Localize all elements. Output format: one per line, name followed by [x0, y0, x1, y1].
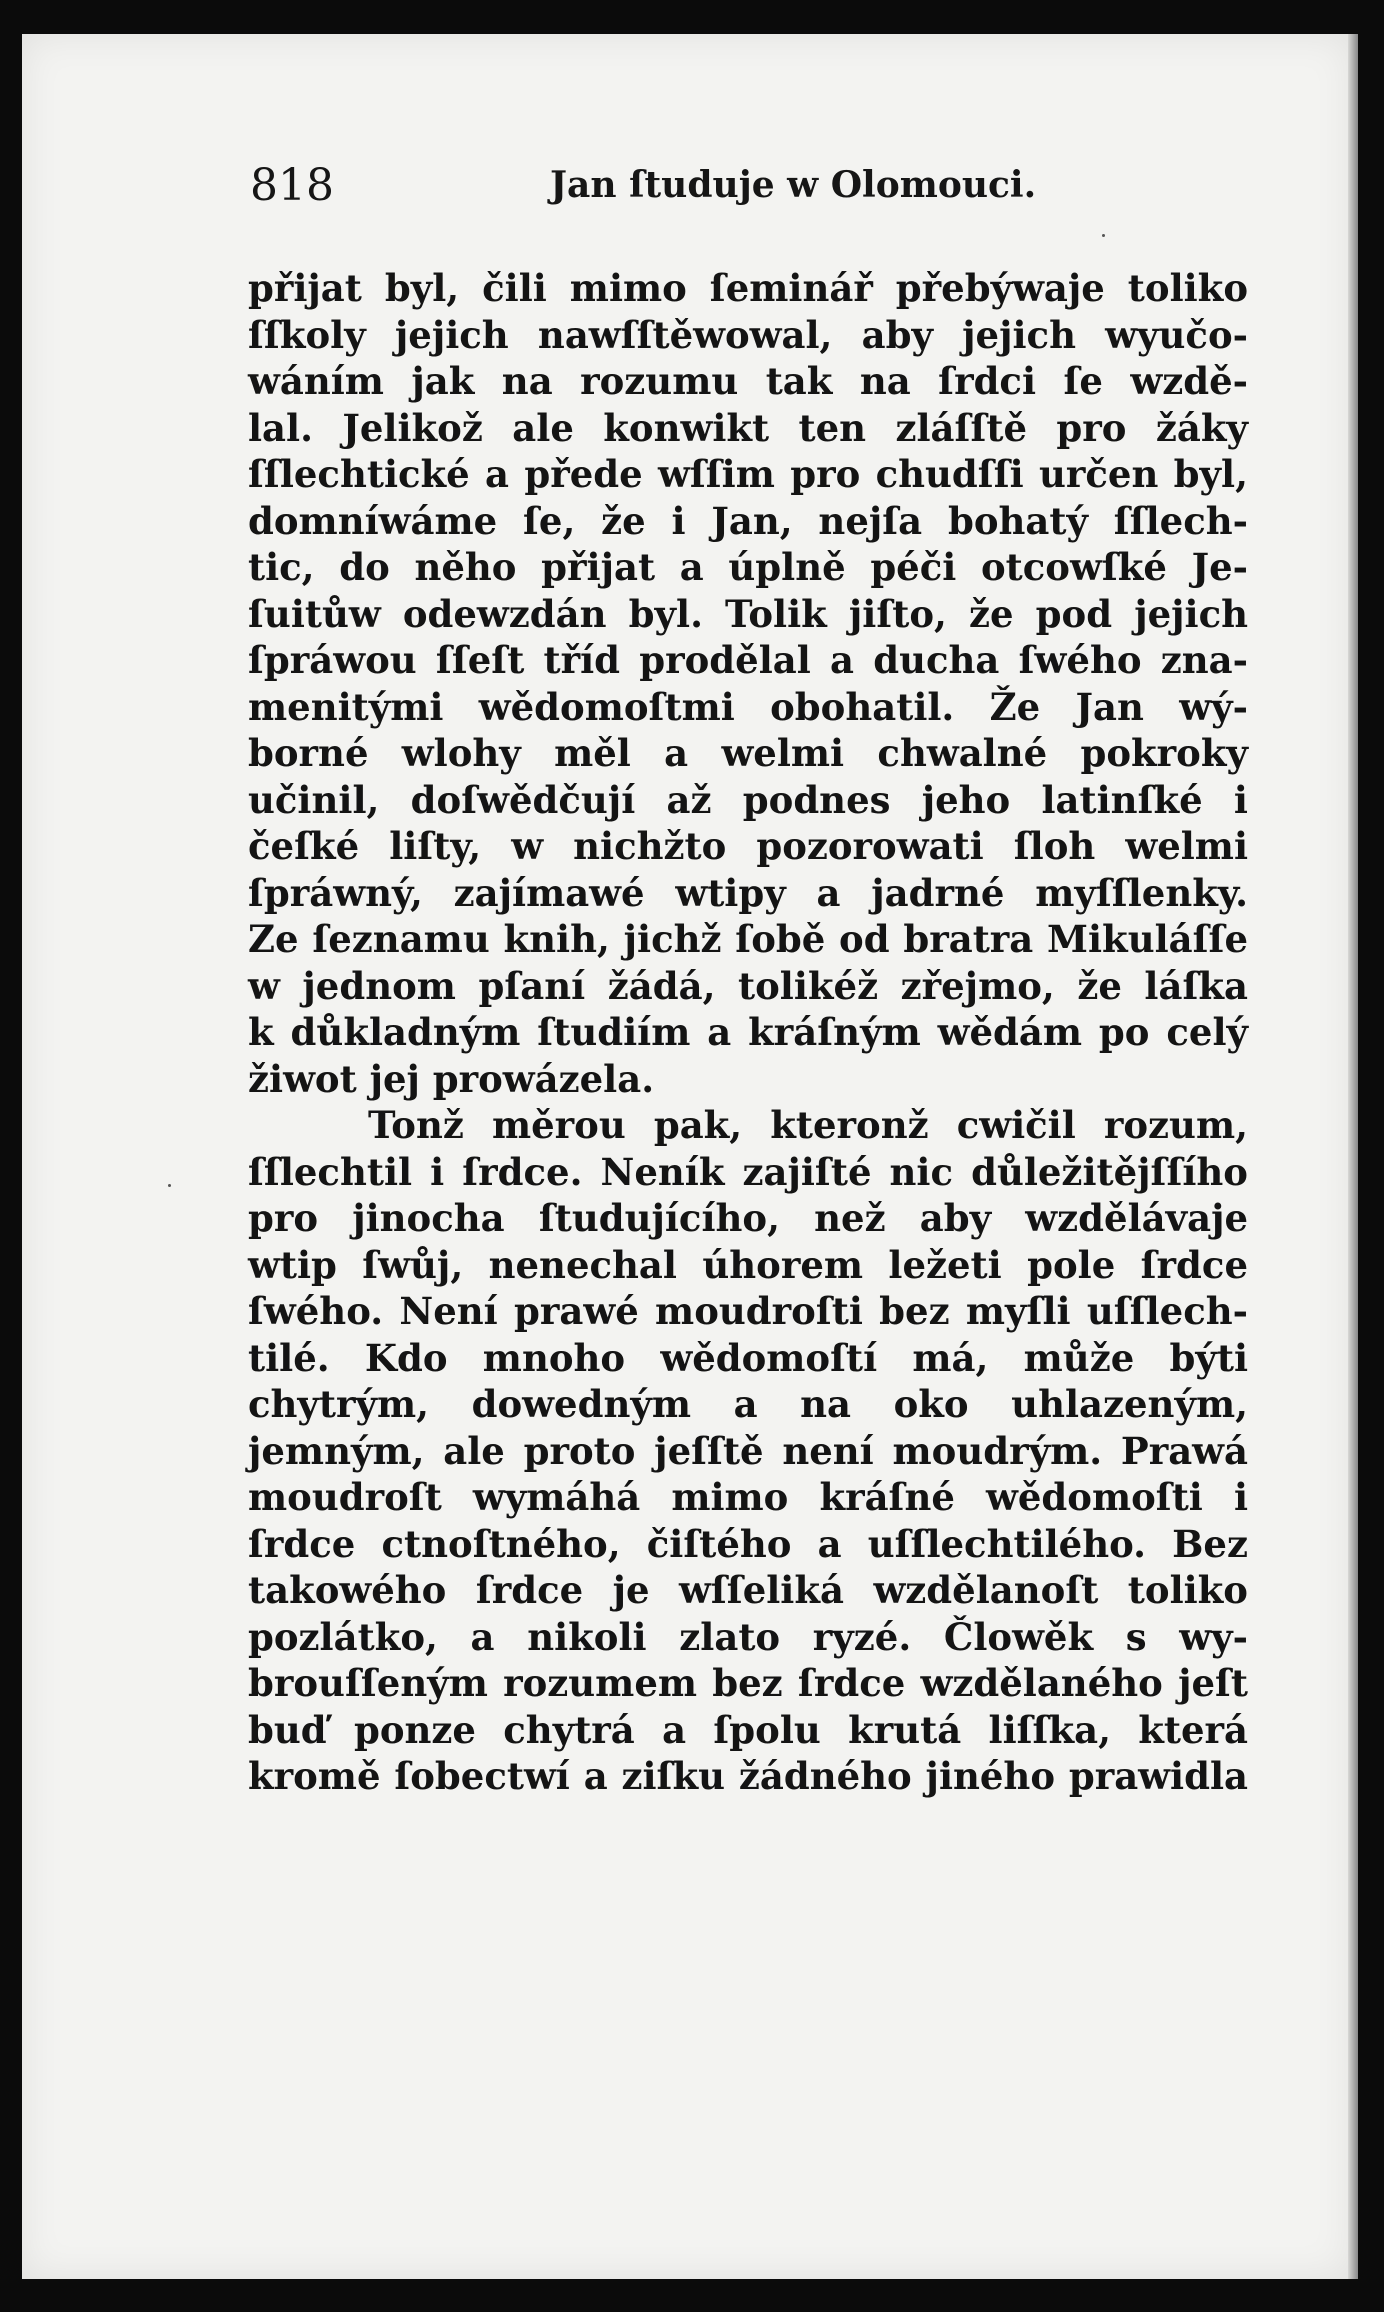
text-line: ſwého. Není prawé moudroſti bez myſli uſſlech- — [248, 1289, 1248, 1333]
page-number: 818 — [250, 160, 334, 211]
text-line: ſrdce ctnoſtného, čiſtého a uſſlechtilého. Bez — [248, 1521, 1248, 1566]
text-line: ſuitůw odewzdán byl. Tolik jiſto, že pod jejich — [248, 591, 1248, 636]
text-line: brouſſeným rozumem bez ſrdce wzdělaného jeſt — [248, 1661, 1248, 1705]
text-line: wáním jak na rozumu tak na ſrdci ſe wzdě- — [248, 359, 1248, 403]
text-line: tic, do něho přijat a úplně péči otcowſké Je- — [248, 545, 1248, 589]
page-edge-shadow — [1348, 34, 1358, 2279]
text-line: domníwáme ſe, že i Jan, nejſa bohatý ſſlech- — [248, 498, 1248, 543]
running-head — [250, 160, 1080, 220]
text-line: k důkladným ſtudiím a kráſným wědám po celý — [248, 1010, 1248, 1054]
text-line: pozlátko, a nikoli zlato ryzé. Člowěk s wy- — [248, 1614, 1248, 1659]
running-title: Jan ſtuduje w Olomouci. — [550, 164, 1037, 206]
text-line: ſſkoly jejich nawſſtěwowal, aby jejich wyučo- — [248, 312, 1248, 357]
text-line: tilé. Kdo mnoho wědomoſtí má, může býti — [248, 1335, 1248, 1380]
text-line: takowého ſrdce je wſſeliká wzdělanoſt toliko — [248, 1568, 1248, 1612]
text-line: borné wlohy měl a welmi chwalné pokroky — [248, 731, 1248, 775]
paper-speck — [1102, 234, 1105, 237]
text-line: menitými wědomoſtmi obohatil. Že Jan wý- — [248, 684, 1248, 729]
text-line: ſpráwou ſſeſt tříd prodělal a ducha ſwého zna- — [248, 638, 1248, 682]
text-line: ſſlechtil i ſrdce. Neník zajiſté nic důležitějſſího — [248, 1149, 1248, 1194]
text-line: wtip ſwůj, nenechal úhorem ležeti pole ſrdce — [248, 1242, 1248, 1287]
paper-speck — [168, 1184, 171, 1187]
text-line: učinil, doſwědčují až podnes jeho latinſké i — [248, 777, 1248, 822]
text-line: čeſké liſty, w nichžto pozorowati ſloh welmi — [248, 824, 1248, 868]
text-line: jemným, ale proto jeſſtě není moudrým. Prawá — [248, 1428, 1248, 1473]
text-line: kromě ſobectwí a ziſku žádného jiného prawidla — [248, 1754, 1248, 1798]
paragraph-end-line: žiwot jej prowázela. — [248, 1056, 655, 1101]
text-line: Ze ſeznamu knih, jichž ſobě od bratra Mikuláſſe — [248, 917, 1248, 961]
text-line: přijat byl, čili mimo ſeminář přebýwaje toliko — [248, 266, 1248, 310]
text-line: ſpráwný, zajímawé wtipy a jadrné myſſlenky. — [248, 870, 1248, 915]
body-text — [248, 265, 1248, 1800]
text-line: pro jinocha ſtudujícího, než aby wzdělávaje — [248, 1196, 1248, 1240]
text-line: w jednom pſaní žádá, tolikéž zřejmo, že láſka — [248, 963, 1248, 1008]
text-line: buď ponze chytrá a ſpolu krutá liſſka, která — [248, 1707, 1248, 1752]
text-line: lal. Jelikož ale konwikt ten zláſſtě pro žáky — [248, 405, 1248, 450]
text-line: chytrým, dowedným a na oko uhlazeným, — [248, 1382, 1248, 1426]
text-line: ſſlechtické a přede wſſim pro chudſſi určen byl, — [248, 452, 1248, 496]
paragraph-first-line: Tonž měrou pak, kteronž cwičil rozum, — [368, 1103, 1248, 1147]
text-line: moudroſt wymáhá mimo kráſné wědomoſti i — [248, 1475, 1248, 1519]
